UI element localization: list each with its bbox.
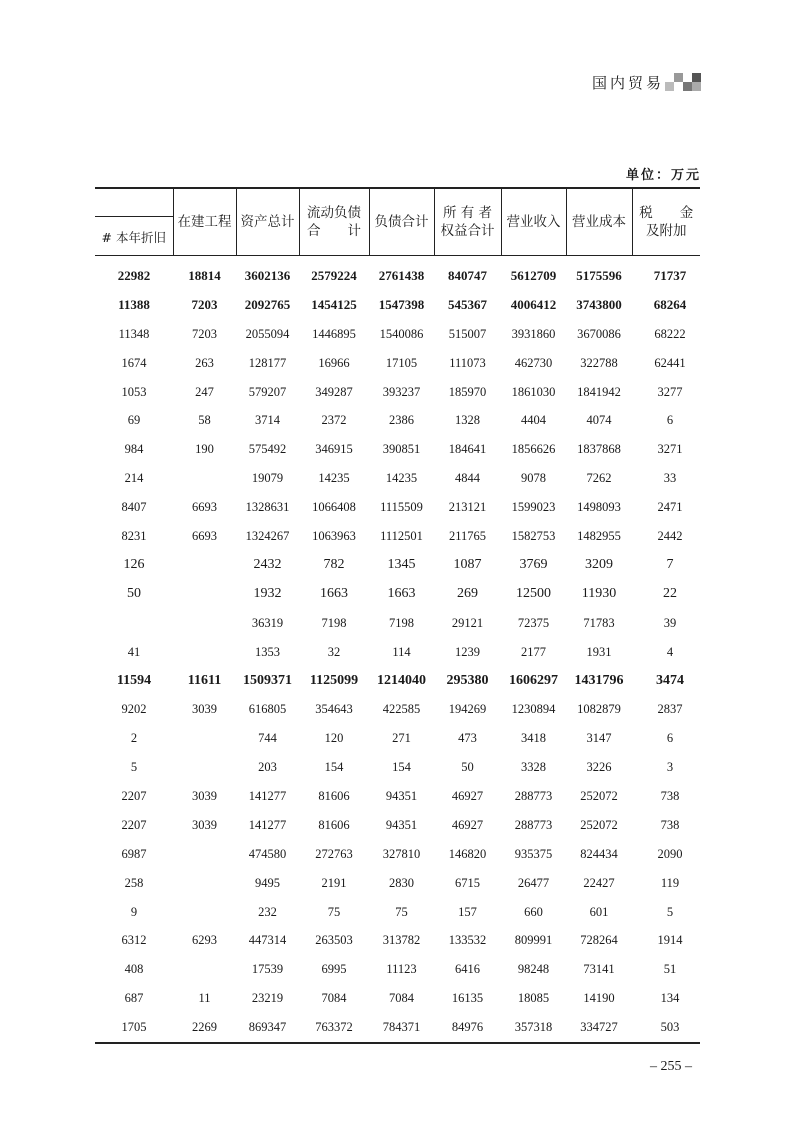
table-cell: 728264 <box>580 933 618 948</box>
table-cell <box>173 609 236 638</box>
table-cell: 5175596 <box>576 268 622 284</box>
table-cell: 515007 <box>448 326 487 341</box>
table-cell: 1328 <box>455 413 480 428</box>
table-cell: 1582753 <box>511 528 556 543</box>
table-cell: 11 <box>198 991 211 1006</box>
table-cell: 39 <box>663 615 677 630</box>
col-header-owners-equity: 所 有 者 权益合计 <box>434 188 501 256</box>
table-cell: 232 <box>258 904 277 919</box>
table-cell: 3277 <box>657 384 683 399</box>
table-cell: 1353 <box>255 644 280 659</box>
table-cell: 4074 <box>586 413 612 428</box>
table-cell: 9495 <box>255 875 280 890</box>
table-cell: 9202 <box>121 702 147 717</box>
table-row <box>95 695 700 724</box>
table-cell: 6312 <box>121 933 147 948</box>
table-cell: 1345 <box>387 557 416 573</box>
table-cell: 3474 <box>656 672 684 688</box>
table-cell: 357318 <box>514 1020 553 1035</box>
col-header-depreciation: # 本年折旧 <box>95 188 173 256</box>
table-cell: 11348 <box>118 326 150 341</box>
table-cell <box>173 464 236 493</box>
col-header-current-liabilities: 流动负债 合 计 <box>299 188 369 256</box>
table-cell: 1214040 <box>377 672 426 688</box>
table-cell: 1509371 <box>243 672 292 688</box>
table-cell: 2207 <box>121 788 147 803</box>
table-cell: 114 <box>392 644 411 659</box>
table-cell: 75 <box>327 904 341 919</box>
table-cell: 7198 <box>321 615 347 630</box>
table-cell: 9 <box>130 904 138 919</box>
table-cell <box>173 551 236 580</box>
table-cell: 3714 <box>255 413 280 428</box>
table-row <box>95 638 700 667</box>
table-cell: 213121 <box>448 500 487 515</box>
table-cell: 157 <box>458 904 477 919</box>
table-row <box>95 464 700 493</box>
table-cell: 141277 <box>248 788 287 803</box>
table-cell: 6 <box>666 731 674 746</box>
table-cell: 8407 <box>121 500 147 515</box>
table-cell <box>95 609 173 638</box>
table-cell: 1239 <box>455 644 480 659</box>
table-cell: 1856626 <box>511 442 556 457</box>
table-cell: 12500 <box>516 586 551 602</box>
table-cell: 72375 <box>517 615 550 630</box>
table-cell: 3039 <box>192 817 217 832</box>
table-cell: 18085 <box>517 991 550 1006</box>
table-cell: 327810 <box>382 846 421 861</box>
table-cell: 68264 <box>653 297 687 313</box>
table-cell: 71783 <box>583 615 615 630</box>
table-cell: 2090 <box>657 846 683 861</box>
table-cell: 575492 <box>248 442 287 457</box>
table-cell: 46927 <box>451 817 484 832</box>
table-cell: 84976 <box>451 1020 484 1035</box>
table-cell: 462730 <box>514 355 553 370</box>
table-cell: 3147 <box>586 731 612 746</box>
table-row <box>95 493 700 522</box>
table-cell: 3602136 <box>244 268 291 284</box>
table-cell: 184641 <box>448 442 487 457</box>
table-cell: 14190 <box>583 991 615 1006</box>
table-cell: 73141 <box>583 962 615 977</box>
table-cell: 422585 <box>382 702 421 717</box>
table-cell: 69 <box>127 413 141 428</box>
table-cell: 2191 <box>321 875 347 890</box>
table-cell: 1841942 <box>577 384 621 399</box>
table-row <box>95 291 700 320</box>
table-cell: 98248 <box>517 962 550 977</box>
table-cell: 68222 <box>654 326 686 341</box>
table-cell: 75 <box>395 904 408 919</box>
col-header-construction: 在建工程 <box>173 188 236 256</box>
table-cell: 62441 <box>654 355 686 370</box>
table-cell: 354643 <box>315 702 353 717</box>
table-cell <box>173 638 236 667</box>
table-cell: 4844 <box>455 471 480 486</box>
table-row <box>95 1013 700 1043</box>
table-cell: 272763 <box>315 846 353 861</box>
table-cell: 3743800 <box>576 297 622 313</box>
table-cell <box>173 840 236 869</box>
table-row <box>95 782 700 811</box>
table-cell: 16135 <box>451 991 484 1006</box>
table-cell: 1540086 <box>379 326 424 341</box>
table-cell: 271 <box>392 731 411 746</box>
col-header-total-liabilities: 负债合计 <box>369 188 434 256</box>
table-cell: 660 <box>524 904 543 919</box>
table-cell: 263503 <box>315 933 353 948</box>
table-cell: 263 <box>195 355 214 370</box>
table-cell: 146820 <box>448 846 487 861</box>
table-cell: 32 <box>327 644 341 659</box>
table-cell: 14235 <box>318 471 350 486</box>
table-cell: 1663 <box>387 586 416 602</box>
table-cell: 1914 <box>657 933 683 948</box>
table-cell: 408 <box>124 962 144 977</box>
table-cell: 119 <box>660 875 680 890</box>
statistics-table <box>95 187 700 1044</box>
table-cell: 334727 <box>580 1020 618 1035</box>
table-cell: 1125099 <box>309 672 359 688</box>
table-row <box>95 869 700 898</box>
table-row <box>95 580 700 609</box>
table-cell: 141277 <box>248 817 287 832</box>
table-cell: 3226 <box>586 760 612 775</box>
table-header-row <box>95 188 700 256</box>
table-row <box>95 256 700 291</box>
table-cell: 545367 <box>448 297 487 313</box>
table-cell: 2837 <box>657 702 683 717</box>
table-cell: 1082879 <box>577 702 621 717</box>
table-row <box>95 378 700 407</box>
table-cell: 18814 <box>188 268 221 284</box>
table-row <box>95 811 700 840</box>
table-cell: 22982 <box>117 268 151 284</box>
table-cell: 252072 <box>580 788 618 803</box>
table-row <box>95 666 700 695</box>
table-cell: 809991 <box>514 933 553 948</box>
table-cell: 1454125 <box>311 297 357 313</box>
table-row <box>95 955 700 984</box>
table-cell: 3039 <box>192 788 217 803</box>
table-cell: 94351 <box>385 817 418 832</box>
table-cell: 1446895 <box>312 326 356 341</box>
table-cell: 203 <box>258 760 277 775</box>
table-cell: 120 <box>324 731 344 746</box>
table-cell: 3039 <box>192 702 217 717</box>
table-cell: 29121 <box>451 615 484 630</box>
table-cell: 2442 <box>657 528 683 543</box>
table-cell: 1705 <box>121 1020 147 1035</box>
table-cell: 2372 <box>321 413 347 428</box>
table-cell: 738 <box>660 788 680 803</box>
table-cell: 390851 <box>382 442 421 457</box>
table-cell: 111073 <box>449 355 486 370</box>
table-cell: 190 <box>195 442 214 457</box>
table-cell: 447314 <box>248 933 287 948</box>
table-cell: 869347 <box>248 1020 287 1035</box>
table-row <box>95 609 700 638</box>
table-cell: 1861030 <box>511 384 556 399</box>
table-cell: 50 <box>461 760 474 775</box>
table-cell: 81606 <box>318 788 350 803</box>
table-cell: 3271 <box>657 442 683 457</box>
table-cell: 473 <box>458 731 477 746</box>
table-cell: 1606297 <box>509 672 558 688</box>
table-cell: 17539 <box>251 962 284 977</box>
table-cell: 94351 <box>385 788 418 803</box>
table-cell <box>173 724 236 753</box>
table-row <box>95 840 700 869</box>
table-cell: 7203 <box>192 326 217 341</box>
table-cell <box>173 955 236 984</box>
table-cell: 33 <box>663 471 677 486</box>
unit-label: 单位：万元 <box>626 168 702 183</box>
table-cell: 503 <box>660 1020 680 1035</box>
col-header-total-assets: 资产总计 <box>236 188 299 256</box>
table-cell: 126 <box>123 557 145 573</box>
table-cell: 3769 <box>519 557 548 573</box>
table-cell: 2386 <box>389 413 414 428</box>
table-cell: 17105 <box>385 355 418 370</box>
table-cell: 288773 <box>514 788 553 803</box>
table-cell: 58 <box>198 413 211 428</box>
table-cell: 2830 <box>389 875 414 890</box>
table-cell: 474580 <box>248 846 287 861</box>
table-cell: 3670086 <box>577 326 621 341</box>
table-cell: 154 <box>324 760 344 775</box>
table-cell: 3418 <box>521 731 546 746</box>
table-cell: 579207 <box>248 384 287 399</box>
table-cell: 6416 <box>455 962 480 977</box>
table-cell: 2471 <box>657 500 683 515</box>
table-cell: 840747 <box>448 268 487 284</box>
table-cell: 7262 <box>586 471 612 486</box>
table-cell: 6987 <box>121 846 147 861</box>
table-cell: 14235 <box>385 471 418 486</box>
table-cell: 1053 <box>121 384 147 399</box>
table-cell: 5612709 <box>510 268 557 284</box>
table-cell: 2207 <box>121 817 147 832</box>
table-cell: 194269 <box>448 702 487 717</box>
table-cell: 46927 <box>451 788 484 803</box>
table-cell: 133532 <box>448 933 487 948</box>
table-cell: 6693 <box>192 528 217 543</box>
table-cell: 11594 <box>116 672 152 688</box>
table-cell: 313782 <box>382 933 421 948</box>
table-cell: 211765 <box>448 528 487 543</box>
table-cell: 1328631 <box>245 500 290 515</box>
table-cell: 9078 <box>521 471 546 486</box>
table-cell: 5 <box>130 760 138 775</box>
table-cell: 824434 <box>580 846 618 861</box>
table-cell: 247 <box>195 384 214 399</box>
table-cell: 154 <box>392 760 411 775</box>
table-cell: 22427 <box>583 875 615 890</box>
table-cell: 601 <box>589 904 609 919</box>
table-cell: 3209 <box>585 557 613 573</box>
table-cell: 6293 <box>192 933 217 948</box>
table-cell: 738 <box>660 817 680 832</box>
table-cell: 2 <box>130 731 138 746</box>
table-cell: 71737 <box>653 268 687 284</box>
table-cell: 1482955 <box>577 528 621 543</box>
table-cell: 2055094 <box>245 326 290 341</box>
table-cell: 1674 <box>121 355 147 370</box>
table-cell <box>173 580 236 609</box>
table-cell: 1324267 <box>245 528 290 543</box>
table-row <box>95 406 700 435</box>
table-cell: 214 <box>124 471 144 486</box>
table-cell: 616805 <box>248 702 287 717</box>
section-title: 国内贸易 <box>592 74 665 92</box>
table-cell: 784371 <box>382 1020 421 1035</box>
table-cell: 252072 <box>580 817 618 832</box>
table-cell: 7203 <box>191 297 218 313</box>
table-cell: 1932 <box>253 586 282 602</box>
table-cell: 1431796 <box>574 672 624 688</box>
table-cell: 393237 <box>382 384 421 399</box>
table-cell: 984 <box>124 442 144 457</box>
table-cell: 19079 <box>251 471 284 486</box>
table-cell: 6 <box>666 413 674 428</box>
table-cell: 128177 <box>248 355 287 370</box>
table-cell: 322788 <box>580 355 618 370</box>
table-cell: 1087 <box>453 557 482 573</box>
table-cell: 81606 <box>318 817 350 832</box>
table-cell: 11930 <box>581 586 617 602</box>
table-cell: 134 <box>660 991 680 1006</box>
table-row <box>95 551 700 580</box>
table-cell: 185970 <box>448 384 487 399</box>
table-row <box>95 349 700 378</box>
table-cell: 11611 <box>187 672 222 688</box>
table-cell: 6995 <box>321 962 347 977</box>
table-cell: 2432 <box>253 557 282 573</box>
table-body <box>95 256 700 1044</box>
col-header-taxes: 税 金 及附加 <box>632 188 700 256</box>
col-header-cost: 营业成本 <box>566 188 632 256</box>
table-row <box>95 522 700 551</box>
table-cell: 50 <box>127 586 141 602</box>
page-number: – 255 – <box>650 1059 692 1074</box>
table-cell: 2092765 <box>244 297 291 313</box>
table-cell: 346915 <box>315 442 353 457</box>
table-cell: 349287 <box>315 384 353 399</box>
table-row <box>95 320 700 349</box>
col-header-revenue: 营业收入 <box>501 188 566 256</box>
table-cell: 5 <box>666 904 674 919</box>
table-cell: 6715 <box>455 875 480 890</box>
table-cell: 7198 <box>389 615 414 630</box>
table-cell: 4404 <box>521 413 546 428</box>
table-cell: 11388 <box>118 297 150 313</box>
table-cell: 1931 <box>586 644 612 659</box>
table-cell: 288773 <box>514 817 553 832</box>
table-cell: 1547398 <box>378 297 425 313</box>
table-cell: 1599023 <box>511 500 556 515</box>
table-cell <box>173 898 236 927</box>
table-cell: 1115509 <box>380 500 423 515</box>
table-cell: 26477 <box>517 875 550 890</box>
table-cell: 22 <box>663 586 677 602</box>
table-cell: 3931860 <box>511 326 556 341</box>
table-cell: 1230894 <box>511 702 556 717</box>
table-cell: 7084 <box>321 991 347 1006</box>
table-cell: 7 <box>666 557 674 573</box>
table-cell: 1112501 <box>380 528 423 543</box>
table-cell: 2579224 <box>311 268 357 284</box>
table-cell: 269 <box>457 586 478 602</box>
table-cell: 687 <box>124 991 144 1006</box>
table-cell: 2761438 <box>378 268 425 284</box>
table-cell: 1663 <box>320 586 348 602</box>
table-cell: 2269 <box>192 1020 217 1035</box>
table-cell: 36319 <box>251 615 284 630</box>
table-row <box>95 724 700 753</box>
table-row <box>95 926 700 955</box>
table-cell: 11123 <box>386 962 417 977</box>
table-row <box>95 898 700 927</box>
table-cell: 6693 <box>192 500 217 515</box>
table-cell: 744 <box>258 731 277 746</box>
table-cell: 8231 <box>121 528 147 543</box>
table-cell: 258 <box>124 875 144 890</box>
corner-decoration <box>665 73 701 93</box>
table-cell: 1063963 <box>312 528 356 543</box>
table-cell: 23219 <box>251 991 284 1006</box>
table-row <box>95 753 700 782</box>
table-row <box>95 435 700 464</box>
table-cell: 935375 <box>514 846 553 861</box>
table-cell: 4 <box>666 644 674 659</box>
table-row <box>95 984 700 1013</box>
table-cell: 3 <box>666 760 674 775</box>
table-cell: 4006412 <box>510 297 557 313</box>
table-cell: 16966 <box>318 355 350 370</box>
table-cell: 295380 <box>446 672 489 688</box>
table-cell: 763372 <box>315 1020 353 1035</box>
table-cell: 51 <box>663 962 677 977</box>
table-cell <box>173 753 236 782</box>
table-cell: 1066408 <box>312 500 356 515</box>
table-cell <box>173 869 236 898</box>
table-cell: 782 <box>323 557 345 573</box>
table-cell: 1837868 <box>577 442 621 457</box>
table-cell: 41 <box>127 644 141 659</box>
table-cell: 2177 <box>521 644 546 659</box>
table-cell: 1498093 <box>577 500 621 515</box>
table-cell: 7084 <box>389 991 414 1006</box>
table-cell: 3328 <box>521 760 546 775</box>
